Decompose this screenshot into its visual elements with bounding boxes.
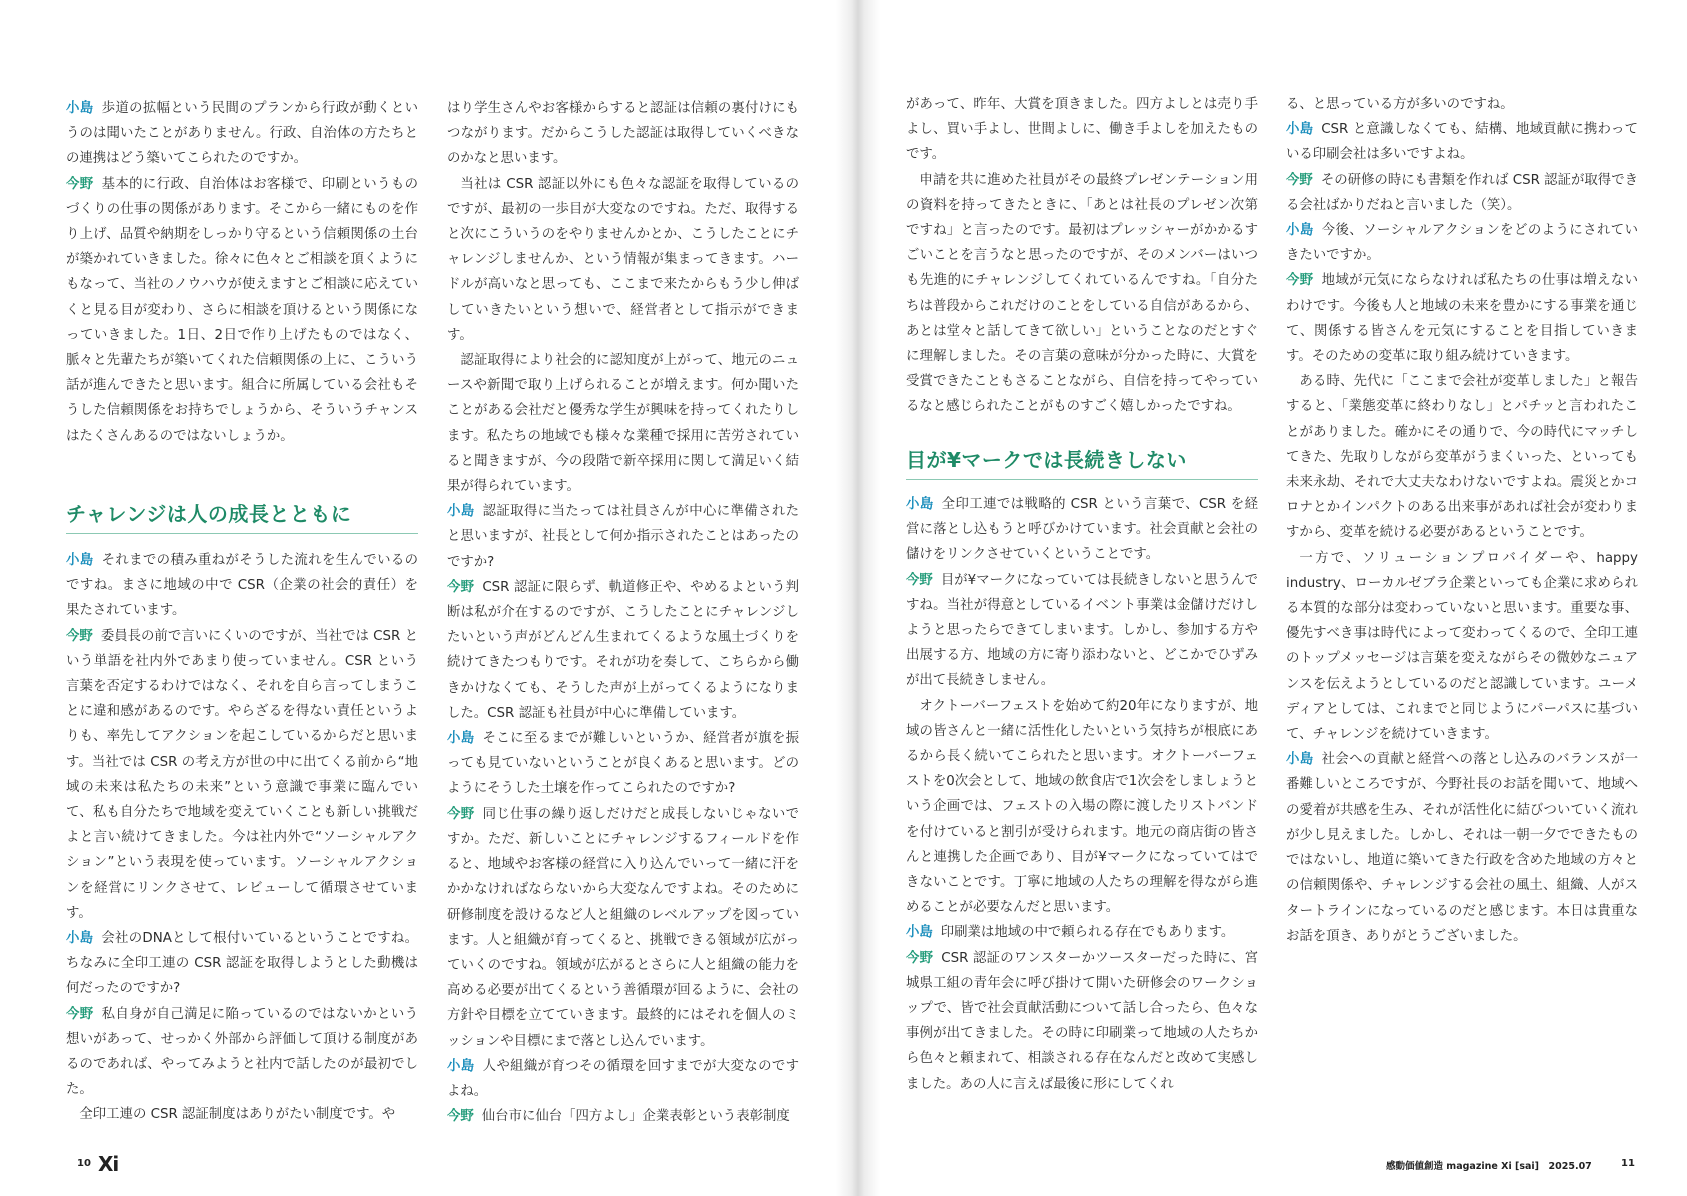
paragraph (906, 920, 1258, 945)
paragraph-text: 社会への貢献と経営への落とし込みのバランスが一番難しいところですが、今野社長のお話を聞いて、地域への愛着が共感を生み、それが活性化に結びついていく流れが少し見えました。しかし、それは一朝一夕でできたものではないし、地道に築いてきた行政を含めた地域の方々との信頼関係や、チャレンジする会社の風土、組織、人がスタートラインになっているのだと感じます。本日は貴重なお話を頂き、ありがとうございました。 (1286, 752, 1638, 944)
paragraph (447, 1104, 799, 1129)
paragraph-text: はり学生さんやお客様からすると認証は信頼の裏付けにもつながります。だからこうした認証は取得していくべきなのかなと思います。 (447, 101, 799, 167)
paragraph (447, 172, 799, 348)
paragraph-text: CSR 認証のワンスターかツースターだった時に、宮城県工組の青年会に呼び掛けて開いた研修会のワークショップで、皆で社会貢献活動について話し合ったら、色々な事例が出てきました。その時に印刷業って地域の人たちから色々と頼まれて、相談される存在なんだと改めて実感しました。あの人に言えば最後に形にしてくれ (906, 950, 1258, 1092)
paragraph-text: 人や組織が育つその循環を回すまでが大変なのですよね。 (447, 1058, 800, 1099)
paragraph (66, 172, 418, 449)
paragraph-text: 申請を共に進めた社員がその最終プレゼンテーション用の資料を持ってきたときに、「あとは社長のプレゼン次第ですね」と言ったのです。最初はプレッシャーがかかるすごいことを言うなと思ったのですが、そのメンバーはいつも先進的にチャレンジしてくれているんですね。「自分たちは普段からこれだけのことをしている自信があるから、あとは堂々と話してきて欲しい」ということなのだとすぐに理解しました。その言葉の意味が分かった時に、大賞を受賞できたこともさることながら、自信を持ってやっているなと感じられたことがものすごく嬉しかったですね。 (906, 172, 1258, 415)
paragraph (1286, 117, 1638, 167)
right-column-1-top (906, 92, 1258, 420)
paragraph-text: オクトーバーフェストを始めて約20年になりますが、地域の皆さんと一緒に活性化したいという気持ちが根底にあるから長く続いてこられたと思います。オクトーバーフェストを0次会として、地域の飲食店で1次会をしましょうという企画では、フェストの入場の際に渡したリストバンドを付けていると割引が受けられます。地元の商店街の皆さんと連携した企画であり、目が¥マークになっていてはできないことです。丁寧に地域の人たちの理解を得ながら進めることが必要なんだと思います。 (906, 698, 1258, 916)
paragraph (906, 168, 1258, 420)
left-column-2 (447, 96, 799, 1129)
paragraph-text: 会社のDNAとして根付いているということですね。ちなみに全印工連の CSR 認証を取得しようとした動機は何だったのですか? (66, 931, 418, 997)
paragraph-text: 全印工連の CSR 認証制度はありがたい制度です。や (79, 1107, 396, 1123)
paragraph (906, 492, 1258, 568)
left-column-1-bottom (66, 548, 418, 1128)
speaker-label: 今野 (906, 572, 933, 588)
speaker-label: 小島 (906, 497, 934, 512)
speaker-label: 今野 (447, 1109, 474, 1125)
paragraph-text: る、と思っている方が多いのですね。 (1286, 97, 1514, 112)
paragraph (906, 92, 1258, 168)
magazine-footer-title: 感動価値創造 magazine Xi [sai] 2025.07 (1386, 1161, 1592, 1172)
speaker-label: 小島 (447, 504, 475, 520)
magazine-logo: Xi (98, 1152, 119, 1176)
paragraph-text: 認証取得に当たっては社員さんが中心に準備されたと思いますが、社長として何か指示されたことはあったのですか? (447, 504, 800, 570)
paragraph (66, 96, 418, 172)
page-number-right: 11 (1621, 1158, 1635, 1169)
paragraph (66, 926, 418, 1002)
left-column-1-top (66, 96, 418, 449)
speaker-label: 今野 (906, 950, 934, 966)
speaker-label: 今野 (447, 806, 475, 822)
paragraph (1286, 168, 1638, 218)
paragraph-text: 仙台市に仙台「四方よし」企業表彰という表彰制度 (481, 1109, 790, 1125)
paragraph (1286, 268, 1638, 369)
paragraph-text: 同じ仕事の繰り返しだけだと成長しないじゃないですか。ただ、新しいことにチャレンジするフィールドを作ると、地域やお客様の経営に入り込んでいって一緒に汗をかかなければならないから大変なんですよね。そのために研修制度を設けるなど人と組織のレベルアップを図っています。人と組織が育ってくると、挑戦できる領域が広がっていくのですね。領域が広がるとさらに人と組織の能力を高める必要が出てくるという善循環が回るように、会社の方針や目標を立てていきます。最終的にはそれを個人のミッションや目標にまで落とし込んでいます。 (447, 806, 800, 1049)
paragraph-text: そこに至るまでが難しいというか、経営者が旗を振っても見ていないということが良くあると思います。どのようにそうした土壌を作ってこられたのですか? (447, 731, 800, 797)
paragraph (447, 96, 799, 172)
paragraph-text: それまでの積み重ねがそうした流れを生んでいるのですね。まさに地域の中で CSR（企業の社会的責任）を果たされています。 (66, 553, 419, 619)
section-heading-challenge: チャレンジは人の成長とともに (66, 498, 418, 534)
paragraph-text: CSR と意識しなくても、結構、地域貢献に携わっている印刷会社は多いですよね。 (1286, 122, 1639, 163)
paragraph (906, 946, 1258, 1097)
page-number-left: 10 (77, 1158, 91, 1169)
paragraph (906, 568, 1258, 694)
speaker-label: 小島 (66, 101, 94, 116)
speaker-label: 小島 (447, 731, 475, 747)
speaker-label: 小島 (66, 931, 94, 947)
paragraph (1286, 747, 1638, 949)
paragraph-text: 認証取得により社会的に認知度が上がって、地元のニュースや新聞で取り上げられることが増えます。何か聞いたことがある会社だと優秀な学生が興味を持ってくれたりします。私たちの地域でも様々な業種で採用に苦労されていると聞きますが、今の段階で新卒採用に関して満足いく結果が得られています。 (447, 353, 799, 495)
paragraph-text: その研修の時にも書類を作れば CSR 認証が取得できる会社ばかりだねと言いました（笑）。 (1286, 172, 1638, 213)
paragraph-text: があって、昨年、大賞を頂きました。四方よしとは売り手よし、買い手よし、世間よしに、働き手よしを加えたものです。 (906, 97, 1258, 163)
speaker-label: 小島 (1286, 223, 1314, 239)
paragraph (66, 1002, 418, 1103)
right-column-1-bottom (906, 492, 1258, 1097)
speaker-label: 今野 (66, 176, 94, 192)
paragraph (1286, 218, 1638, 268)
paragraph-text: 基本的に行政、自治体はお客様で、印刷というものづくりの仕事の関係があります。そこから一緒にものを作り上げ、品質や納期をしっかり守るという信頼関係の土台が築かれていきました。徐々に色々とご相談を頂くようにもなって、当社のノウハウが使えますとご相談に応えていくと見る目が変わり、さらに相談を頂けるという関係になっていきました。1日、2日で作り上げたものではなく、脈々と先輩たちが築いてくれた信頼関係の上に、こういう話が進んできたと思います。組合に所属している会社もそうした信頼関係をお持ちでしょうから、そういうチャンスはたくさんあるのではないしょうか。 (66, 176, 419, 444)
paragraph-text: 印刷業は地域の中で頼られる存在でもあります。 (940, 925, 1235, 941)
paragraph-text: CSR 認証に限らず、軌道修正や、やめるよという判断は私が介在するのですが、こうしたことにチャレンジしたいという声がどんどん生まれてくるような風土づくりを続けてきたつもりです。それが功を奏して、こちらから働きかけなくても、そうした声が上がってくるようになりました。CSR 認証も社員が中心に準備しています。 (447, 579, 800, 721)
section-heading-yen-mark: 目が¥マークでは長続きしない (906, 444, 1258, 480)
paragraph (447, 726, 799, 802)
paragraph-text: ある時、先代に「ここまで会社が変革しました」と報告すると、「業態変革に終わりなし」とパチッと言われたことがありました。確かにその通りで、今の時代にマッチしてきた、先取りしながら変革がうまくいった、といっても未来永劫、それで大丈夫なわけないですよね。震災とかコロナとかインパクトのある出来事があれば社会が変わりますから、変革を続ける必要があるということです。 (1286, 374, 1638, 541)
speaker-label: 小島 (66, 553, 94, 568)
paragraph (447, 499, 799, 575)
paragraph-text: 全印工連では戦略的 CSR という言葉で、CSR を経営に落とし込もうと呼びかけています。社会貢献と会社の儲けをリンクさせていくということです。 (906, 497, 1259, 563)
paragraph-text: 私自身が自己満足に陥っているのではないかという想いがあって、せっかく外部から評価して頂ける制度があるのであれば、やってみようと社内で話したのが最初でした。 (66, 1006, 419, 1098)
paragraph (66, 1102, 418, 1127)
speaker-label: 今野 (1286, 172, 1313, 188)
page-gutter (836, 0, 880, 1196)
right-column-2 (1286, 92, 1638, 949)
paragraph (1286, 546, 1638, 748)
speaker-label: 小島 (906, 925, 933, 941)
paragraph-text: 地域が元気にならなければ私たちの仕事は増えないわけです。今後も人と地域の未来を豊かにする事業を通じて、関係する皆さんを元気にすることを目指していきます。そのための変革に取り組み続けていきます。 (1286, 273, 1639, 365)
speaker-label: 今野 (66, 1006, 94, 1022)
speaker-label: 今野 (66, 628, 93, 644)
paragraph-text: 委員長の前で言いにくいのですが、当社では CSR という単語を社内外であまり使っていません。CSR という言葉を否定するわけではなく、それを自ら言ってしまうことに違和感があるのです。やらざるを得ない責任というよりも、率先してアクションを起こしているからだと思います。当社では CSR の考え方が世の中に出てくる前から“地域の未来は私たちの未来”という意識で事業に臨んでいて、私も自分たちで地域を変えていくことも新しい挑戦だよと言い続けてきました。今は社内外で“ソーシャルアクション”という表現を使っています。ソーシャルアクションを経営にリンクさせて、レビューして循環させています。 (66, 628, 418, 921)
speaker-label: 小島 (1286, 122, 1314, 138)
paragraph (447, 348, 799, 499)
paragraph (1286, 369, 1638, 545)
paragraph (447, 575, 799, 726)
paragraph-text: 歩道の拡幅という民間のプランから行政が動くというのは聞いたことがありません。行政、自治体の方たちとの連携はどう築いてこられたのですか。 (66, 101, 419, 167)
paragraph (66, 624, 418, 926)
paragraph (906, 694, 1258, 921)
paragraph-text: 当社は CSR 認証以外にも色々な認証を取得しているのですが、最初の一歩目が大変なのですね。ただ、取得すると次にこういうのをやりませんかとか、こうしたことにチャレンジしませんか、という情報が集まってきます。ハードルが高いなと思っても、ここまで来たからもう少し伸ばしていきたいという想いで、経営者として指示ができます。 (447, 176, 799, 343)
paragraph (66, 548, 418, 624)
paragraph-text: 目が¥マークになっていては長続きしないと思うんですね。当社が得意としているイベント事業は金儲けだけしようと思ったらできてしまいます。しかし、参加する方や出展する方、地域の方に寄り添わないと、どこかでひずみが出て長続きしません。 (906, 572, 1258, 689)
speaker-label: 小島 (1286, 752, 1314, 768)
speaker-label: 今野 (447, 579, 475, 595)
paragraph (447, 1054, 799, 1104)
speaker-label: 小島 (447, 1058, 475, 1074)
paragraph (1286, 92, 1638, 117)
paragraph (447, 802, 799, 1054)
paragraph-text: 一方で、ソリューションプロバイダーや、happy industry、ローカルゼブラ企業といっても企業に求められる本質的な部分は変わっていないと思います。重要な事、優先すべき事は時代によって変わってくるので、全印工連のトップメッセージは言葉を変えながらその微妙なニュアンスを伝えようとしているのだと認識しています。ユーメディアとしては、これまでと同じようにパーパスに基づいて、チャレンジを続けていきます。 (1286, 550, 1638, 743)
paragraph-text: 今後、ソーシャルアクションをどのようにされていきたいですか。 (1286, 223, 1639, 264)
speaker-label: 今野 (1286, 273, 1314, 289)
